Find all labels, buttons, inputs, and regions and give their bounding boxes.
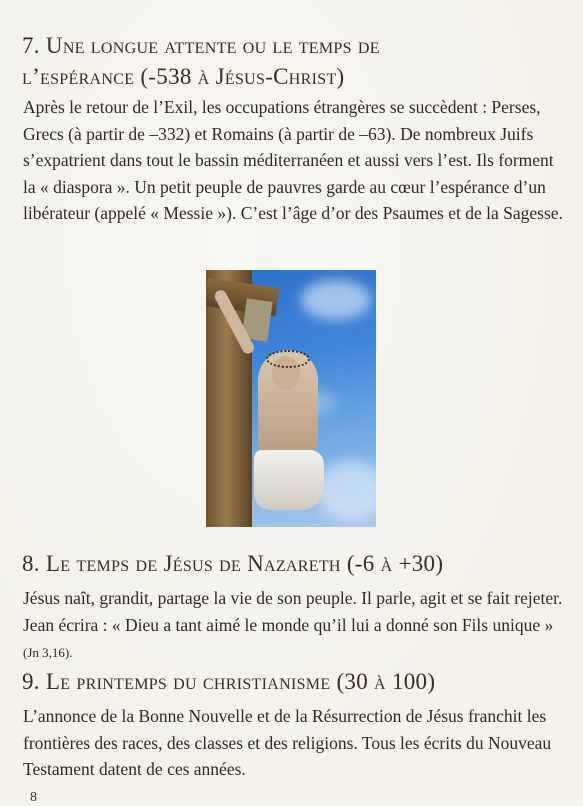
- section-7-heading: [22, 30, 562, 92]
- section-7-title-line1: Une longue attente ou le temps de: [45, 33, 380, 58]
- figure-loincloth: [254, 450, 324, 510]
- section-8-title: Le temps de Jésus de Nazareth (-6 à +30): [45, 551, 444, 576]
- section-9-number: 9.: [22, 669, 40, 694]
- crucifix-photo: [206, 270, 376, 527]
- section-8-heading: [22, 548, 562, 579]
- section-8-number: 8.: [22, 551, 40, 576]
- section-7-text: Après le retour de l’Exil, les occupations étrangères se succèdent : Perses, Grecs (à partir de –332) et Romains (à partir de –63). De nombreux Juifs s’expatrient dans tout le bassin méditerranéen et aussi vers l’est. Ils forment la « diaspora ». Un petit peuple de pauvres garde au cœur l’espérance d’un libérateur (appelé « Messie »). C’est l’âge d’or des Psaumes et de la Sagesse.: [23, 97, 563, 223]
- page-number: 8: [30, 790, 37, 805]
- crown-of-thorns: [266, 350, 310, 368]
- cloud-shape: [316, 460, 376, 520]
- section-8-reference: (Jn 3,16).: [23, 645, 73, 660]
- section-8-paragraph: [23, 585, 563, 667]
- section-9-heading: [22, 666, 562, 697]
- section-9-title: Le printemps du christianisme (30 à 100): [45, 669, 436, 694]
- section-9-text: L’annonce de la Bonne Nouvelle et de la Résurrection de Jésus franchit les frontières des races, des classes et des religions. Tous les écrits du Nouveau Testament datent de ces années.: [23, 706, 552, 779]
- section-7-number: 7.: [22, 33, 40, 58]
- section-8-text: Jésus naît, grandit, partage la vie de son peuple. Il parle, agit et se fait rejeter. Jean écrira : « Dieu a tant aimé le monde qu’il lui a donné son Fils unique »: [23, 588, 563, 635]
- section-7-title-line2: l’espérance (-538 à Jésus-Christ): [22, 64, 345, 89]
- cloud-shape: [301, 280, 371, 320]
